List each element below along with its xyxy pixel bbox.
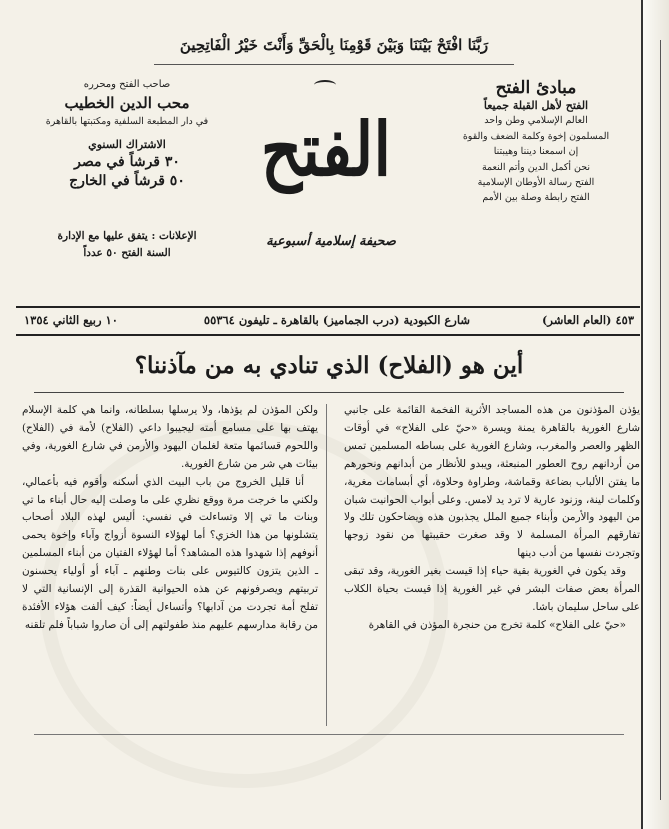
article-column-left	[22, 402, 318, 635]
publisher-box	[32, 76, 222, 191]
principle-item: نحن أكمل الدين وأتم النعمة	[481, 161, 591, 173]
price-egypt: ٣٠ قرشاً في مصر	[74, 154, 180, 170]
article-paragraph: «حيّ على الفلاح» كلمة تخرج من حنجرة المؤذن في القاهرة	[368, 618, 626, 631]
office-address: شارع الكبودية (درب الجماميز) بالقاهرة ـ تليفون ٥٥٣٦٤	[203, 313, 470, 327]
article-column-right	[344, 402, 640, 635]
principle-item: المسلمون إخوة وكلمة الضعف والقوة	[462, 130, 610, 142]
article-paragraph: ولكن المؤذن لم يؤذها، ولا يرسلها بسلطانه، وانما هي كلمة الإسلام يهتف بها على مسامع أمته ليجيبوا داعي (الفلاح) لأمة في (الفلاح) واللحوم قسائمها متعة لغلمان اليهود والأرمن في شارع الغورية، وفي بيئات هي شر من شارع الغورية.	[22, 404, 318, 470]
principles-heading: مبادئ الفتح	[495, 78, 577, 98]
principles-box	[436, 78, 636, 206]
article-headline: أين هو (الفلاح) الذي تنادي به من مآذننا؟	[134, 352, 524, 379]
issue-number: ٤٥٣ (العام العاشر)	[541, 313, 634, 327]
front-page	[14, 6, 642, 821]
ads-line: الإعلانات : يتفق عليها مع الإدارة	[57, 230, 197, 242]
issue-date: ١٠ ربيع الثاني ١٣٥٤	[24, 313, 118, 327]
price-abroad: ٥٠ قرشاً في الخارج	[69, 173, 185, 189]
principle-item: إن اسمعنا ديننا وهيبتنا	[493, 146, 579, 158]
bottom-rule	[34, 734, 624, 735]
quran-motto: رَبَّنَا افْتَحْ بَيْنَنَا وَبَيْنَ قَوْمِنَا بِالْحَقِّ وَأَنْتَ خَيْرُ الْفَاتِحِينَ	[179, 36, 489, 54]
headline-rule	[34, 392, 624, 393]
ads-notice	[32, 228, 222, 262]
scan-edge	[641, 0, 669, 829]
publisher-name: محب الدين الخطيب	[64, 94, 190, 112]
paper-subtitle: صحيفة إسلامية أسبوعية	[266, 234, 396, 249]
masthead-title: الفتح	[260, 107, 392, 194]
article-paragraph: أنا قليل الخروج من باب البيت الذي أسكنه وأقوم فيه بأعمالي، ولكني ما خرجت مرة ووقع نظري على ما وصلت إليه حال أبناء ما تي وبنات ما تي إلا وتساءلت في نفسي: أليس لهذه البلاد أصحاب يتشلونها من هذا الخزي؟ أما لهؤلاء النسوة أزواج وآباء وإخوة يحمى أنوفهم إذا شهدوا هذه المشاهد؟ أما لهؤلاء الفتيان من أبناء المسلمين ـ الذين يتزون كالتيوس على بنات وطنهم ـ آباء أو أولياء يحسنون تربيتهم ويصرفونهم عن هذه الحيوانية القذرة إلى الإنسانية التي لا تفلح أمة تجردت من آدابها؟ وأتساءل أيضاً: كيف ألفت هؤلاء الأفئدة من رقابة مدارسهم عليهم منذ طفولتهم إلى أن صاروا شباباً فلم تلقنه	[22, 475, 318, 631]
motto-rule	[154, 64, 514, 65]
article-paragraph: وقد يكون في الغورية بقية حياء إذا قيست بغير الغورية، وقد تبقى المرأة بعض صفات البشر في غير الغورية إذا قيست بحياة الكلاب على ساحل سليمان باشا.	[344, 565, 640, 613]
principle-item: الفتح رسالة الأوطان الإسلامية	[477, 177, 595, 189]
masthead	[226, 74, 426, 254]
subscription-heading: الاشتراك السنوي	[88, 138, 166, 151]
article-paragraph: يؤذن المؤذنون من هذه المساجد الأثرية الفخمة القائمة على جانبي شارع الغورية بالقاهرة يمنة ويسرة «حيّ على الفلاح» في أوقات الظهر والعصر والمغرب، وشارع الغورية على بساطه المسلمين تمس من أردانهم روح العطور المنبعثة، ويبدو للأنظار من أبدانهم ونحورهم ما يفتن الألباب بضاعة وقماشة، وطراوة وحلاوة، أي أبسامات مغرية، وكلمات لينة، وزنود عارية لا ترد يد لامس. وعلى أبواب الحوانيت شبان من اليهود والأرمن وأبناء جميع الملل يجذبون هذه ويضاحكون تلك ولا تفارقهم المرأة المسلمة لا وقد صغرت حقيبتها من نقود زوجها وتجردت نفسها من أدب دينها	[344, 404, 640, 560]
column-divider	[326, 404, 327, 726]
publisher-caption: صاحب الفتح ومحرره	[83, 79, 171, 90]
ads-line: السنة الفتح ٥٠ عدداً	[83, 247, 171, 259]
dateline-bar	[16, 306, 640, 336]
principle-item: العالم الإسلامي وطن واحد	[484, 115, 588, 127]
publisher-address: في دار المطبعة السلفية ومكتبتها بالقاهرة	[45, 116, 209, 127]
principle-item: الفتح رابطة وصلة بين الأمم	[482, 192, 590, 204]
principles-subheading: الفتح لأهل القبلة جميعاً	[483, 99, 589, 112]
